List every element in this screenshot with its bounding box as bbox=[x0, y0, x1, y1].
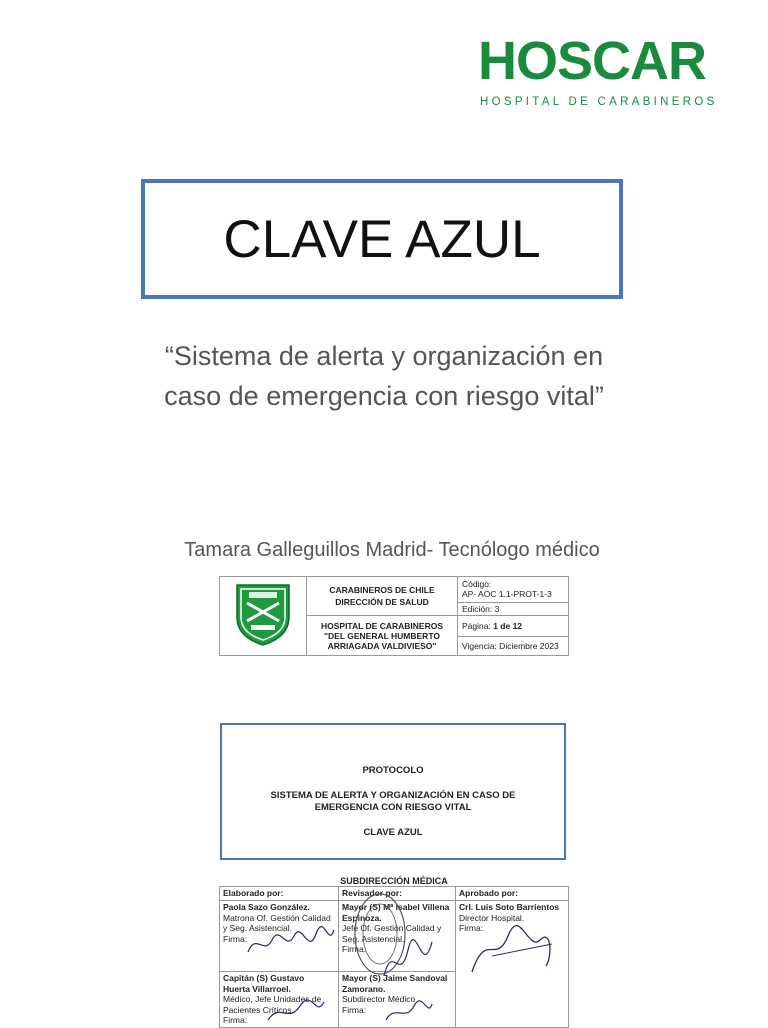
logo-subtitle: HOSPITAL DE CARABINEROS bbox=[480, 96, 718, 108]
org-line-2: DIRECCIÓN DE SALUD bbox=[335, 597, 429, 607]
hospital-line-1: HOSPITAL DE CARABINEROS bbox=[320, 620, 443, 631]
c2-role-2: Seg. Asistencial. bbox=[342, 933, 405, 944]
author: Tamara Galleguillos Madrid- Tecnólogo médico bbox=[184, 539, 600, 561]
logo-wordmark: HOSCAR bbox=[478, 31, 707, 91]
hoscar-logo bbox=[478, 31, 724, 114]
protocol-title-line-2: EMERGENCIA CON RIESGO VITAL bbox=[314, 802, 472, 813]
carabineros-seal-icon bbox=[231, 581, 295, 647]
c1b-firma: Firma: bbox=[223, 1015, 248, 1025]
hospital-cell bbox=[307, 616, 458, 656]
c2-firma: Firma: bbox=[342, 944, 367, 954]
c1b-name-2: Huerta Villarroel. bbox=[223, 983, 291, 994]
title-box bbox=[141, 179, 623, 299]
signature-huerta-icon bbox=[266, 998, 326, 1024]
page-title: CLAVE AZUL bbox=[223, 209, 541, 269]
c2b-role: Subdirector Médico bbox=[342, 994, 416, 1004]
c2b-name-2: Zamorano. bbox=[342, 983, 386, 994]
subdireccion-heading: SUBDIRECCIÓN MÉDICA bbox=[340, 876, 448, 886]
c1-role-2: y Seg. Asistencial. bbox=[223, 923, 292, 933]
document-header-table bbox=[219, 576, 569, 656]
c3-role: Director Hospital. bbox=[459, 912, 525, 923]
aprobado-header: Aprobado por: bbox=[456, 887, 569, 901]
pagina-cell bbox=[458, 616, 569, 637]
c1b-name-1: Capitán (S) Gustavo bbox=[223, 973, 305, 983]
c2-role-1: Jefe Of. Gestión Calidad y bbox=[342, 923, 442, 933]
c2b-firma: Firma: bbox=[342, 1004, 367, 1015]
c2-name-2: Espinoza. bbox=[342, 912, 382, 923]
subtitle bbox=[100, 336, 668, 416]
subtitle-line-2: caso de emergencia con riesgo vital” bbox=[164, 381, 604, 411]
protocol-name: CLAVE AZUL bbox=[363, 827, 423, 838]
codigo-label: Código: bbox=[462, 579, 492, 590]
hospital-line-3: ARRIAGADA VALDIVIESO" bbox=[327, 640, 437, 651]
edicion-cell: Edición: 3 bbox=[458, 602, 569, 615]
codigo-cell bbox=[458, 577, 569, 603]
subtitle-line-1: “Sistema de alerta y organización en bbox=[164, 341, 604, 371]
c1-firma: Firma: bbox=[223, 933, 248, 944]
protocol-label: PROTOCOLO bbox=[362, 765, 424, 776]
c3-name: Crl. Luis Soto Barrientos bbox=[459, 902, 560, 912]
org-cell bbox=[307, 577, 458, 616]
c1b-role-1: Médico, Jefe Unidades de bbox=[223, 994, 322, 1004]
c2b-name-1: Mayor (S) Jaime Sandoval bbox=[342, 973, 448, 983]
hospital-line-2: "DEL GENERAL HUMBERTO bbox=[324, 630, 440, 641]
c1-role-1: Matrona Of. Gestión Calidad bbox=[223, 912, 331, 923]
elaborado-header: Elaborado por: bbox=[220, 887, 339, 901]
pagina-value: 1 de 12 bbox=[493, 621, 523, 631]
protocol-title bbox=[222, 790, 564, 814]
codigo-value: AP- AOC 1.1-PROT-1-3 bbox=[462, 589, 552, 600]
signature-soto-icon bbox=[462, 922, 562, 982]
protocol-title-line-1: SISTEMA DE ALERTA Y ORGANIZACIÓN EN CASO DE bbox=[270, 790, 516, 801]
protocol-box bbox=[220, 723, 566, 860]
pagina-label: Página: bbox=[462, 621, 494, 631]
c2-name-1: Mayor (S) Mª Isabel Villena bbox=[342, 902, 450, 912]
org-line-1: CARABINEROS DE CHILE bbox=[329, 585, 435, 595]
c3-firma: Firma: bbox=[459, 923, 484, 933]
vigencia-cell: Vigencia: Diciembre 2023 bbox=[458, 637, 569, 656]
seal-cell bbox=[220, 577, 307, 656]
revisado-header: Revisador por: bbox=[339, 887, 456, 901]
signature-villena-icon bbox=[380, 936, 440, 986]
c1b-role-2: Pacientes Críticos. bbox=[223, 1004, 294, 1015]
c1-name: Paola Sazo González. bbox=[223, 902, 310, 912]
signature-sandoval-icon bbox=[384, 1000, 434, 1024]
signature-sazo-icon bbox=[246, 922, 336, 962]
